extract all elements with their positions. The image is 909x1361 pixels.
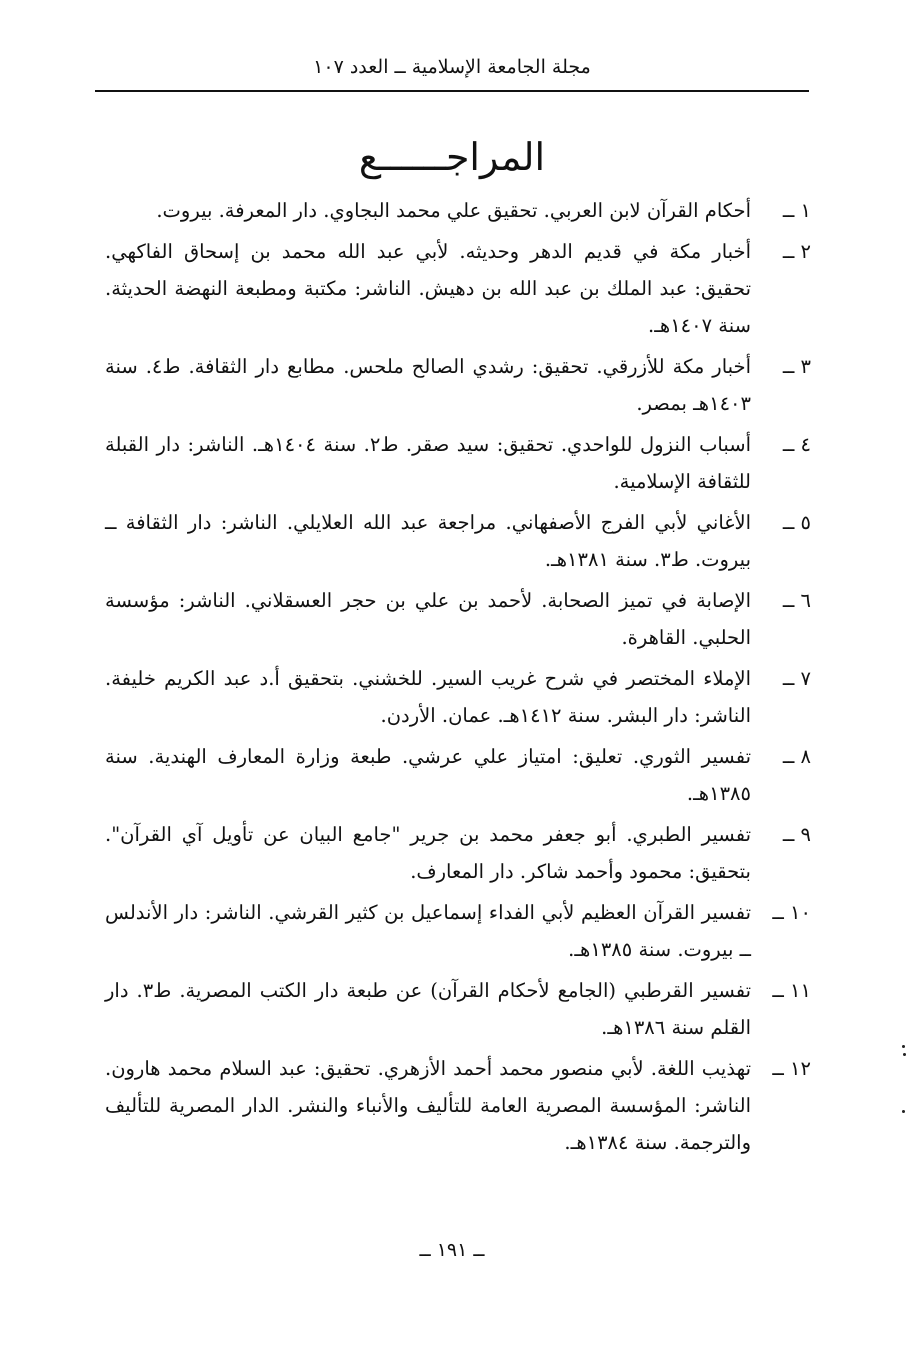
reference-text: تفسير القرآن العظيم لأبي الفداء إسماعيل بن كثير القرشي. الناشر: دار الأندلس ــ بيروت. سنة ١٣٨٥هـ.	[105, 901, 751, 961]
reference-text: الإملاء المختصر في شرح غريب السير. للخشني. بتحقيق أ.د عبد الكريم خليفة. الناشر: دار البشر. سنة ١٤١٢هـ. عمان. الأردن.	[105, 667, 751, 727]
reference-text: تفسير الثوري. تعليق: امتياز علي عرشي. طبعة وزارة المعارف الهندية. سنة ١٣٨٥هـ.	[105, 745, 751, 805]
reference-number: ٨ ــ	[782, 745, 811, 768]
reference-number: ١ ــ	[782, 199, 811, 222]
reference-item	[105, 816, 811, 890]
running-header: مجلة الجامعة الإسلامية ــ العدد ١٠٧	[313, 56, 591, 78]
reference-item	[105, 894, 811, 968]
reference-item	[105, 233, 811, 344]
scan-speck	[903, 1053, 906, 1056]
reference-list	[105, 192, 811, 1165]
reference-item	[105, 660, 811, 734]
reference-number: ٢ ــ	[782, 240, 811, 263]
reference-text: الإصابة في تميز الصحابة. لأحمد بن علي بن حجر العسقلاني. الناشر: مؤسسة الحلبي. القاهرة.	[105, 589, 751, 649]
reference-number: ٧ ــ	[782, 667, 811, 690]
reference-number: ٦ ــ	[782, 589, 811, 612]
reference-number: ١٠ ــ	[772, 901, 811, 924]
reference-text: الأغاني لأبي الفرج الأصفهاني. مراجعة عبد الله العلايلي. الناشر: دار الثقافة ــ بيروت. ط٣. سنة ١٣٨١هـ.	[105, 511, 751, 571]
reference-item	[105, 348, 811, 422]
reference-text: أسباب النزول للواحدي. تحقيق: سيد صقر. ط٢. سنة ١٤٠٤هـ. الناشر: دار القبلة للثقافة الإسلامية.	[105, 433, 752, 493]
reference-item	[105, 582, 811, 656]
reference-text: أخبار مكة في قديم الدهر وحديثه. لأبي عبد الله محمد بن إسحاق الفاكهي. تحقيق: عبد الملك بن عبد الله بن دهيش. الناشر: مكتبة ومطبعة النهضة الحديثة. سنة ١٤٠٧هـ.	[105, 240, 751, 337]
reference-text: تفسير القرطبي (الجامع لأحكام القرآن) عن طبعة دار الكتب المصرية. ط٣. دار القلم سنة ١٣٨٦هـ.	[105, 979, 752, 1039]
reference-text: تفسير الطبري. أبو جعفر محمد بن جرير "جامع البيان عن تأويل آي القرآن". بتحقيق: محمود وأحمد شاكر. دار المعارف.	[105, 823, 751, 883]
reference-item	[105, 972, 811, 1046]
reference-item	[105, 738, 811, 812]
reference-number: ٩ ــ	[782, 823, 811, 846]
reference-number: ٥ ــ	[782, 511, 811, 534]
reference-number: ١١ ــ	[772, 979, 811, 1002]
page-number: ــ ١٩١ ــ	[419, 1239, 485, 1261]
reference-number: ٤ ــ	[782, 433, 811, 456]
reference-number: ١٢ ــ	[772, 1057, 811, 1080]
reference-number: ٣ ــ	[782, 355, 811, 378]
section-title: المراجــــــع	[358, 135, 546, 179]
reference-item	[105, 504, 811, 578]
header-rule	[95, 90, 809, 92]
reference-item	[105, 426, 811, 500]
reference-text: تهذيب اللغة. لأبي منصور محمد أحمد الأزهري. تحقيق: عبد السلام محمد هارون. الناشر: المؤسسة المصرية العامة للتأليف والأنباء والنشر. الدار المصرية للتأليف والترجمة. سنة ١٣٨٤هـ.	[105, 1057, 751, 1154]
reference-text: أخبار مكة للأزرقي. تحقيق: رشدي الصالح ملحس. مطابع دار الثقافة. ط٤. سنة ١٤٠٣هـ بمصر.	[105, 355, 752, 415]
reference-text: أحكام القرآن لابن العربي. تحقيق علي محمد البجاوي. دار المعرفة. بيروت.	[156, 199, 751, 222]
reference-item	[105, 192, 811, 229]
reference-item	[105, 1050, 811, 1161]
scan-speck	[902, 1045, 905, 1048]
scan-speck	[902, 1110, 905, 1113]
